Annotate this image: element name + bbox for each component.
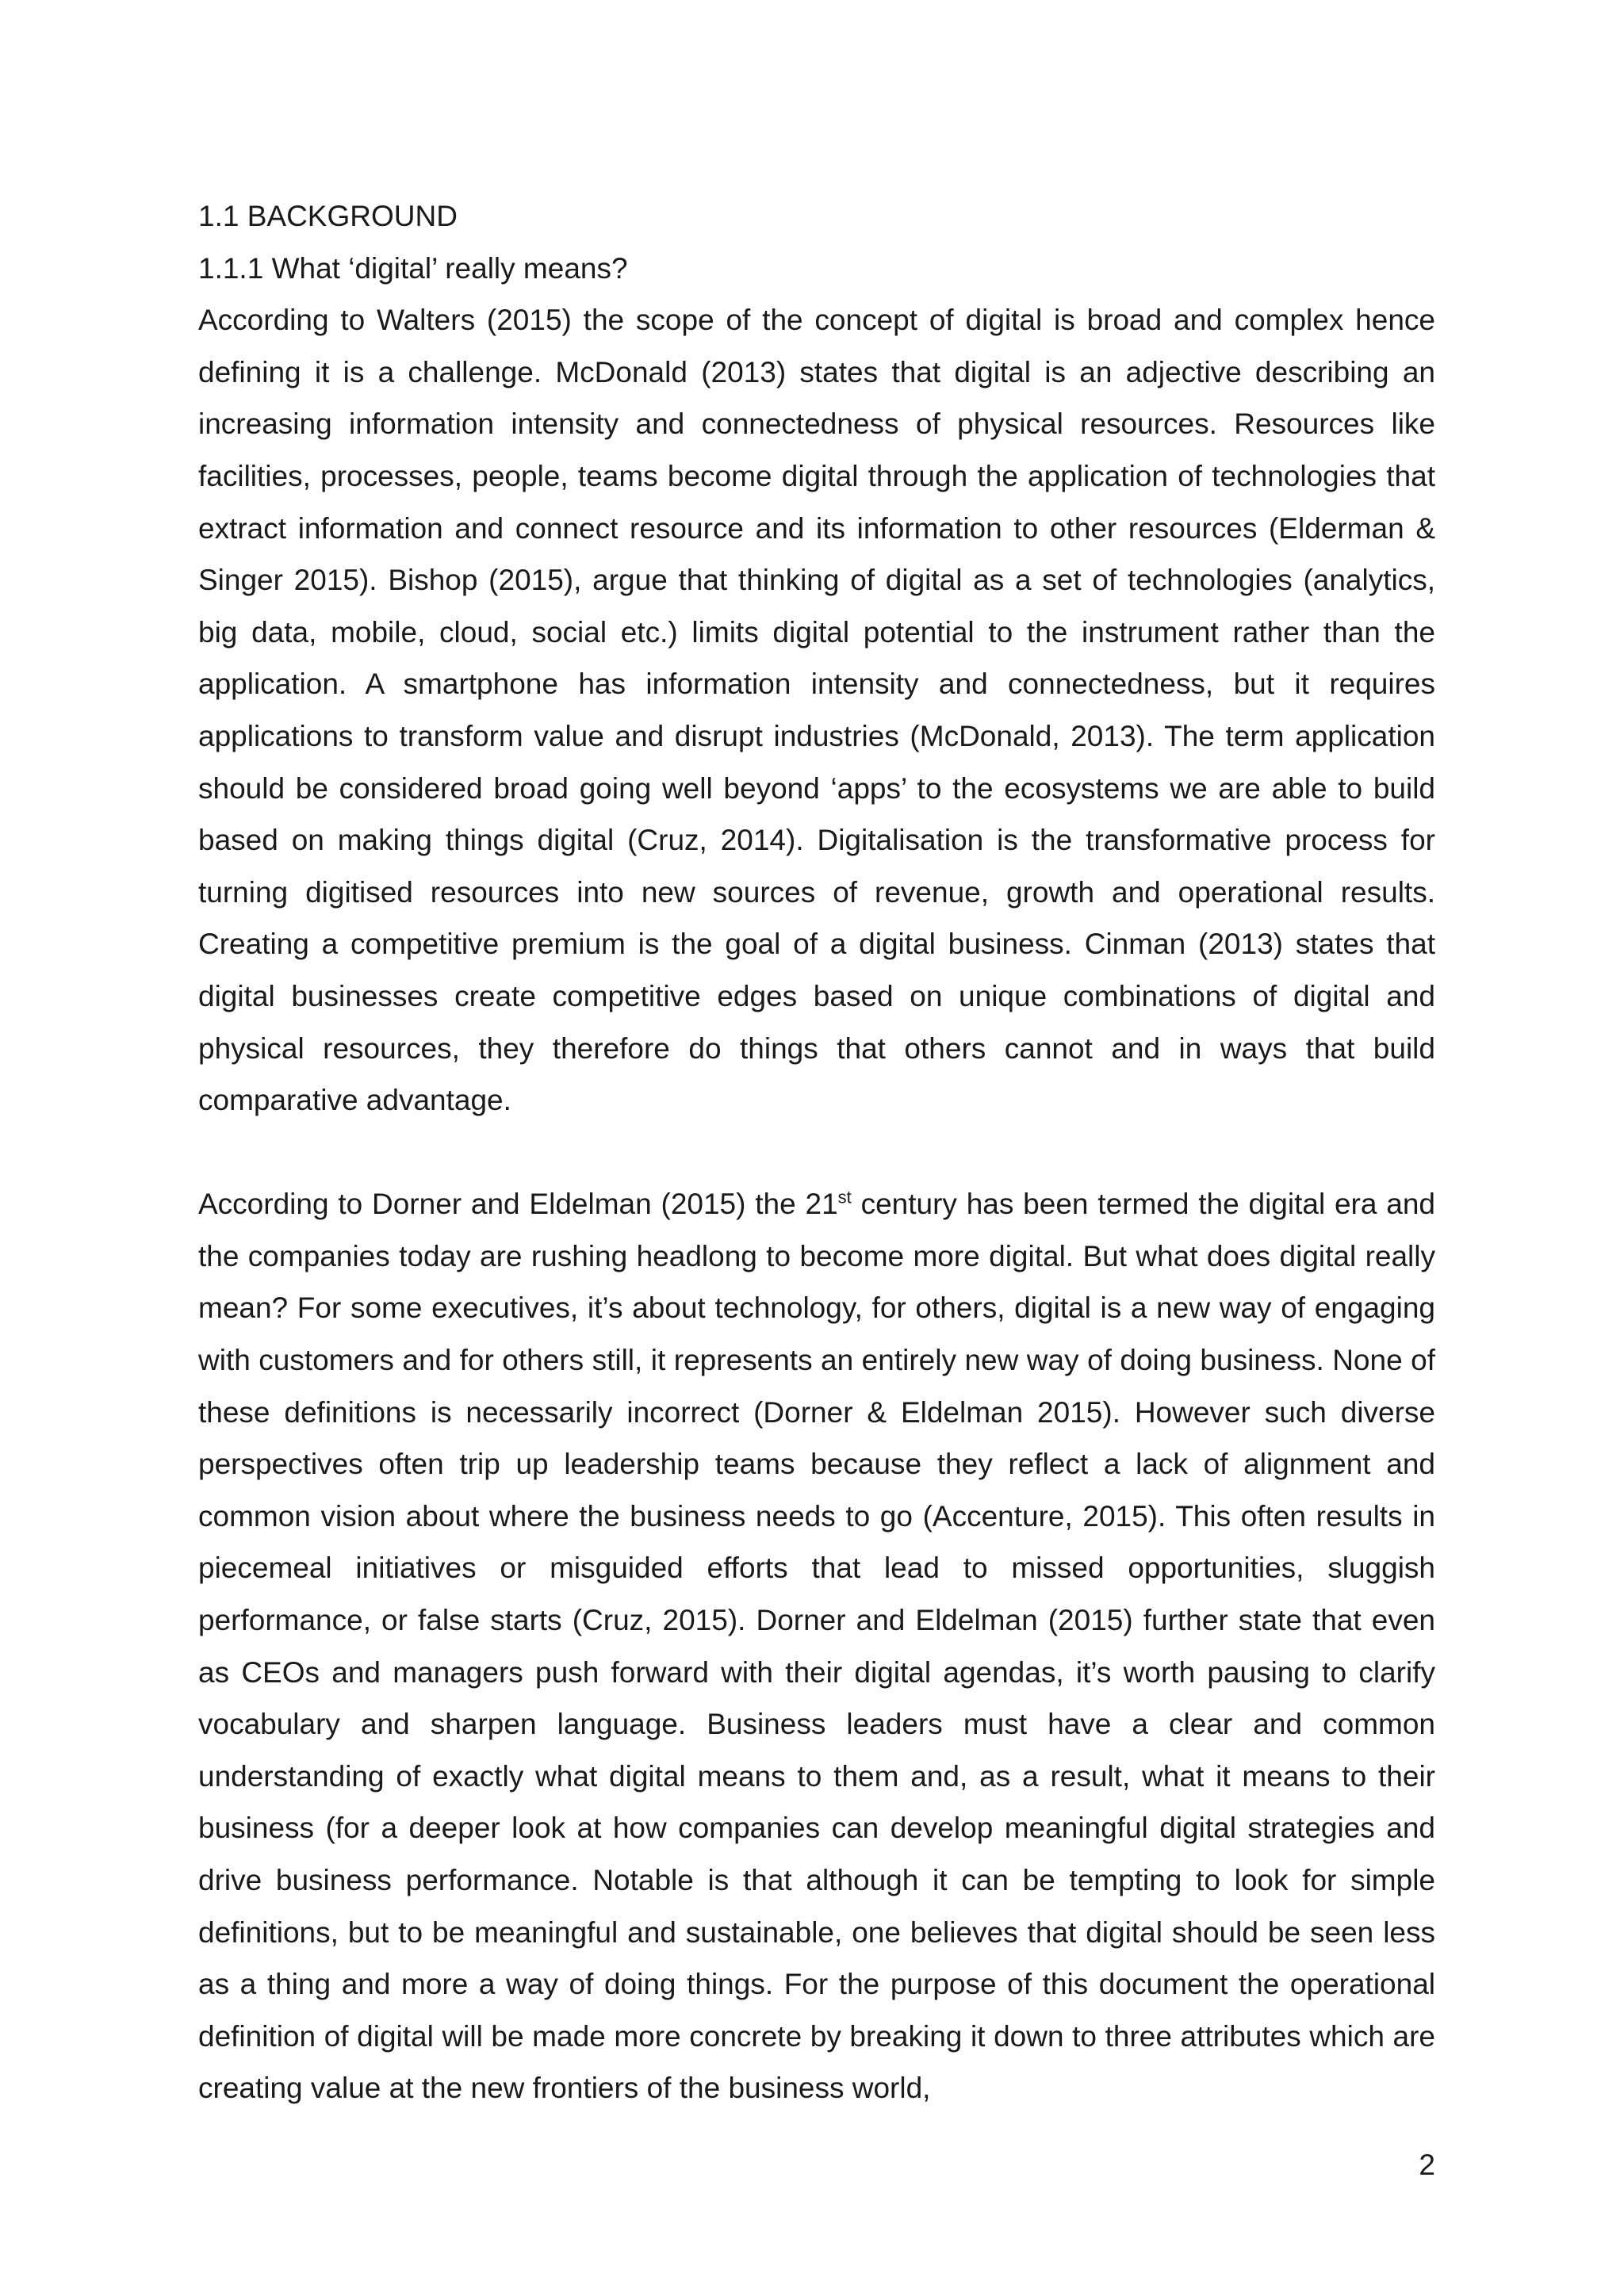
- subsection-heading: 1.1.1 What ‘digital’ really means?: [198, 251, 628, 285]
- paragraph-2-rest: century has been termed the digital era and the companies today are rushing headlong to become more digital. But what does digital really mean? For some executives, it’s about technology, for others, digital is a new way of engaging with customers and for others still, it represents an entirely new way of doing business. None of these definitions is necessarily incorrect (Dorner & Eldelman 2015). However such diverse perspectives often trip up leadership teams because they reflect a lack of alignment and common vision about where the business needs to go (Accenture, 2015). This often results in piecemeal initiatives or misguided efforts that lead to missed opportunities, sluggish performance, or false starts (Cruz, 2015). Dorner and Eldelman (2015) further state that even as CEOs and managers push forward with their digital agendas, it’s worth pausing to clarify vocabulary and sharpen language. Business leaders must have a clear and common understanding of exactly what digital means to them and, as a result, what it means to their business (for a deeper look at how companies can develop meaningful digital strategies and drive business performance. Notable is that although it can be tempting to look for simple definitions, but to be meaningful and sustainable, one believes that digital should be seen less as a thing and more a way of doing things. For the purpose of this document the operational definition of digital will be made more concrete by breaking it down to three attributes which are creating value at the new frontiers of the business world,: [198, 1188, 1435, 2105]
- page-number: 2: [1419, 2149, 1435, 2181]
- section-heading: 1.1 BACKGROUND: [198, 200, 458, 232]
- body-paragraph-1: According to Walters (2015) the scope of the concept of digital is broad and complex hence defining it is a challenge. McDonald (2013) states that digital is an adjective describing an increasing information intensity and connectedness of physical resources. Resources like facilities, processes, people, teams become digital through the application of technologies that extract information and connect resource and its information to other resources (Elderman & Singer 2015). Bishop (2015), argue that thinking of digital as a set of technologies (analytics, big data, mobile, cloud, social etc.) limits digital potential to the instrument rather than the application. A smartphone has information intensity and connectedness, but it requires applications to transform value and disrupt industries (McDonald, 2013). The term application should be considered broad going well beyond ‘apps’ to the ecosystems we are able to build based on making things digital (Cruz, 2014). Digitalisation is the transformative process for turning digitised resources into new sources of revenue, growth and operational results. Creating a competitive premium is the goal of a digital business. Cinman (2013) states that digital businesses create competitive edges based on unique combinations of digital and physical resources, they therefore do things that others cannot and in ways that build comparative advantage.: [198, 304, 1435, 1117]
- body-paragraph-2: [198, 1178, 1435, 2114]
- page-content: [198, 190, 1435, 2114]
- paragraph-2-lead: According to Dorner and Eldelman (2015) the 21: [198, 1188, 838, 1221]
- ordinal-superscript: st: [837, 1187, 852, 1207]
